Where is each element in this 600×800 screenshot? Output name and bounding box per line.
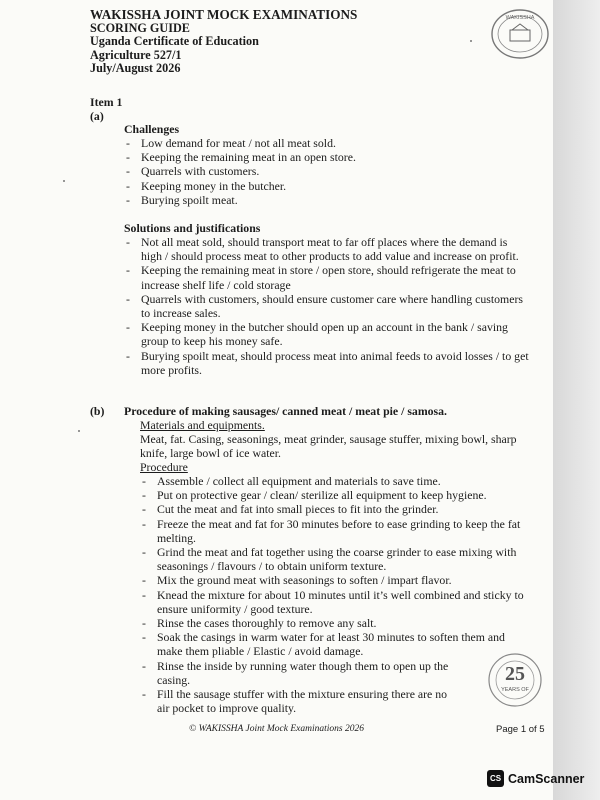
list-item-text: melting. [157,530,196,545]
list-item-text: air pocket to improve quality. [157,701,297,716]
stamp-text: WAKISSHA [505,15,535,21]
steps-heading: Procedure [140,460,188,474]
exam-title: WAKISSHA JOINT MOCK EXAMINATIONS [90,7,358,22]
list-item-text: - Quarrels with customers, should ensure customer care where handling customers [141,291,523,306]
list-item-text: - Soak the casings in warm water for at least 30 minutes to soften them and [157,630,505,645]
materials-line-2: knife, large bowl of ice water. [140,446,281,460]
list-item-text: - Burying spoilt meat, should process meat into animal feeds to avoid losses / to get [141,348,529,363]
list-item-text: - Freeze the meat and fat for 30 minutes before to ease grinding to keep the fat [157,516,521,531]
solutions-heading: Solutions and justifications [124,221,261,235]
list-item [124,193,544,207]
item-title: Item 1 [90,95,123,109]
list-item-text: high / should process meat to other products to add value and increase on profit. [141,249,519,264]
list-item-text: - Keeping the remaining meat in store / open store, should refrigerate the meat to [141,263,516,278]
exam-date: July/August 2026 [90,61,181,76]
camscanner-watermark [487,770,584,787]
list-item [140,630,545,658]
list-item-text: - Rinse the cases thoroughly to remove any salt. [157,616,377,631]
list-item [140,502,545,516]
subject-code: Agriculture 527/1 [90,47,182,62]
camscanner-label: CamScanner [508,771,585,786]
list-item-text: group to keep his money safe. [141,334,283,349]
list-item-text: - Low demand for meat / not all meat sold. [141,136,336,150]
scan-background [553,0,600,800]
list-item [124,235,554,263]
list-item [140,687,545,715]
challenges-heading: Challenges [124,122,180,136]
challenges-list [124,136,544,207]
seal-number: 25 [505,663,525,685]
list-item-text: more profits. [141,362,202,377]
list-item [140,545,545,573]
list-item [124,292,554,320]
document-header [90,8,357,76]
list-item [140,573,545,587]
scan-speck [78,430,80,432]
list-item [124,263,554,291]
part-b-label: (b) [90,404,105,418]
list-item [140,474,545,488]
list-item-text: - Assemble / collect all equipment and materials to save time. [157,474,441,488]
solutions-list [124,235,554,377]
list-item-text: - Put on protective gear / clean/ sterilize all equipment to keep hygiene. [157,488,487,503]
list-item [124,320,554,348]
materials-heading: Materials and equipments. [140,418,265,432]
list-item-text: seasonings / flavours / to obtain uniform texture. [157,559,387,574]
list-item-text: increase shelf life / cold storage [141,277,291,292]
list-item [140,588,545,616]
list-item-text: - Burying spoilt meat. [141,192,238,207]
certificate-name: Uganda Certificate of Education [90,34,259,49]
guide-title: SCORING GUIDE [90,20,190,35]
list-item-text: - Mix the ground meat with seasonings to soften / impart flavor. [157,573,452,588]
copyright-footer: © WAKISSHA Joint Mock Examinations 2026 [189,724,364,734]
list-item [140,517,545,545]
list-item-text: make them pliable / Elastic / avoid damage. [157,644,364,659]
list-item-text: - Keeping the remaining meat in an open store. [141,150,356,165]
scan-speck [63,180,65,182]
list-item-text: - Keeping money in the butcher should open up an account in the bank / saving [141,320,508,335]
list-item-text: - Grind the meat and fat together using the coarse grinder to ease mixing with [157,545,517,560]
steps-list [140,474,545,715]
list-item-text: - Rinse the inside by running water though them to open up the [157,658,449,673]
list-item-text: ensure uniformity / good texture. [157,601,313,616]
list-item-text: - Knead the mixture for about 10 minutes until it’s well combined and sticky to [157,587,524,602]
page-number: Page 1 of 5 [496,724,545,735]
list-item [140,616,545,630]
list-item-text: casing. [157,672,191,687]
list-item-text: - Fill the sausage stuffer with the mixture ensuring there are no [157,687,448,702]
list-item-text: - Quarrels with customers. [141,164,260,179]
list-item [124,136,544,150]
camscanner-logo-icon: CS [487,770,504,787]
materials-line-1: Meat, fat. Casing, seasonings, meat grinder, sausage stuffer, mixing bowl, sharp [140,432,517,446]
list-item [140,659,545,687]
list-item-text: to increase sales. [141,306,221,321]
procedure-heading: Procedure of making sausages/ canned meat / meat pie / samosa. [124,404,447,418]
school-stamp-icon [490,8,550,60]
list-item [140,488,545,502]
list-item [124,179,544,193]
list-item-text: - Not all meat sold, should transport meat to far off places where the demand is [141,235,508,249]
anniversary-seal-icon [486,652,544,708]
list-item [124,150,544,164]
list-item [124,164,544,178]
list-item [124,349,554,377]
list-item-text: - Keeping money in the butcher. [141,178,287,193]
seal-text: YEARS OF [501,687,529,693]
part-a-label: (a) [90,109,104,123]
list-item-text: - Cut the meat and fat into small pieces to fit into the grinder. [157,502,439,517]
scan-speck [470,40,472,42]
